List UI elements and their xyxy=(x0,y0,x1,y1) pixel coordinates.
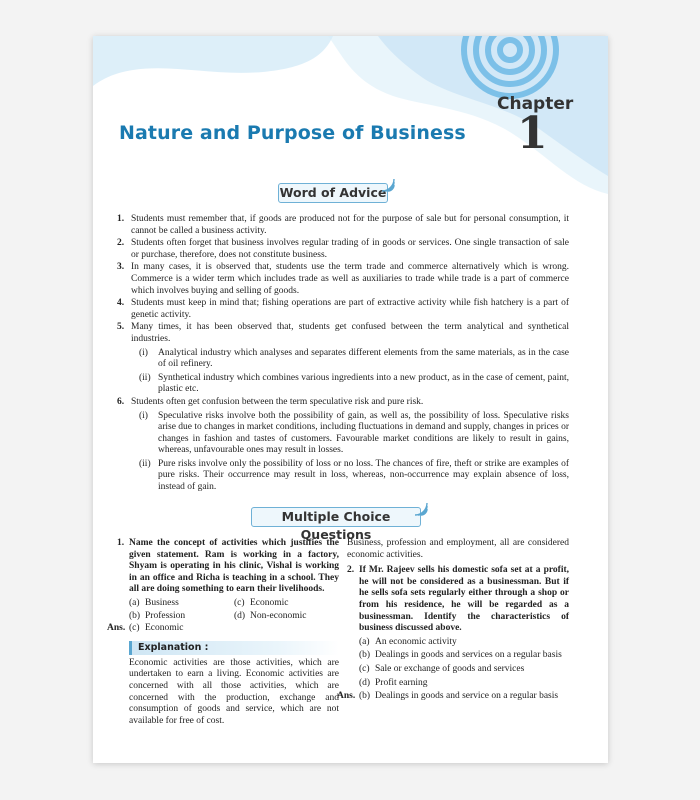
wave-lines-icon xyxy=(412,500,430,518)
list-item: 3. In many cases, it is observed that, students use the term trade and commerce alternatively which is wrong. Commerce is a wider term which includes trade as well as auxiliaries to trade while trade is a part of commerce which involves buying and selling of goods. xyxy=(117,262,569,296)
sub-item: (i) Analytical industry which analyses and separates different elements from the same materials, as in the case of oil refinery. xyxy=(139,347,569,370)
option: (c) Economic xyxy=(234,597,289,608)
advice-list xyxy=(117,214,569,495)
option: (c) Sale or exchange of goods and services xyxy=(359,663,525,674)
chapter-number: 1 xyxy=(517,108,548,159)
option: (a) An economic activity xyxy=(359,636,457,647)
page-title: Nature and Purpose of Business xyxy=(119,122,466,144)
question-2-options xyxy=(347,637,569,689)
answer-2: Ans. (b) Dealings in goods and service on a regular basis xyxy=(337,691,559,702)
option: (b) Dealings in goods and services on a regular basis xyxy=(359,650,562,661)
word-of-advice-heading xyxy=(278,183,388,203)
wave-lines-icon xyxy=(379,176,397,194)
list-item: 6. Students often get confusion between the term speculative risk and pure risk. (i) Speculative risks involve both the possibility of gain, as well as, the possibility of loss. Speculative risks arise due to changes in market conditions, including fluctuations in demand and supply, changes in prices or changes in fashion and tastes of customers. Favourable market conditions are likely to result in gains, whereas, unfavourable ones may result in losses. (ii) Pure risks involve only the possibility of loss or no loss. The chances of fire, theft or strike are examples of pure risks. Their occurrence may result in loss, whereas, non-occurrence may explain absence of loss, instead of gain. xyxy=(117,396,569,493)
answer-1: Ans. (c) Economic xyxy=(107,623,184,634)
list-item: 1. Students must remember that, if goods are produced not for the purpose of sale but for personal consumption, it cannot be called a business activity. xyxy=(117,214,569,236)
sub-item: (ii) Pure risks involve only the possibility of loss or no loss. The chances of fire, theft or strike are examples of pure risks. Their occurrence may result in loss, whereas, non-occurrence may explain absence of loss, instead of gain. xyxy=(139,458,569,493)
explanation-text: Economic activities are those activities, which are undertaken to earn a living. Economic activities are concerned with all those activities, which are concerned with the production, exchange and consumption of goods and service, which are not available for free of cost. xyxy=(129,657,339,726)
option: (d) Profit earning xyxy=(359,677,428,688)
list-item: 2. Students often forget that business involves regular trading of in goods or services. One single transaction of sale or purchase, therefore, does not constitute business. xyxy=(117,238,569,260)
explanation-continued: Business, profession and employment, all are considered economic activities. xyxy=(347,538,569,560)
word-of-advice-label: Word of Advice xyxy=(279,185,387,200)
option: (b) Profession xyxy=(129,610,186,621)
list-item: 4. Students must keep in mind that; fishing operations are part of extractive activity while fish hatchery is a part of genetic activity. xyxy=(117,298,569,320)
question-2: 2. If Mr. Rajeev sells his domestic sofa set at a profit, he will not be considered as a businessman. But if he sells sofa sets regularly either through a shop or from his residence, he will be regarded as a businessman. Identify the characteristics of business discussed above. xyxy=(347,565,569,634)
textbook-page xyxy=(93,36,608,763)
question-1: 1. Name the concept of activities which justifies the given statement. Ram is working in a factory, Shyam is operating in his clinic, Vishal is working in an office and Richa is teaching in a school. They all are doing something to earn their livelihoods. xyxy=(117,538,339,595)
sub-item: (i) Speculative risks involve both the possibility of gain, as well as, the possibility of loss. Speculative risks arise due to changes in market conditions, including fluctuations in demand and supply, changes in prices or changes in fashion and tastes of customers. Favourable market conditions are likely to result in gains, whereas, unfavourable ones may result in losses. xyxy=(139,410,569,456)
sub-item: (ii) Synthetical industry which combines various ingredients into a new product, as in the case of cement, paint, plastic etc. xyxy=(139,372,569,395)
option: (a) Business xyxy=(129,597,179,608)
chapter-label: Chapter xyxy=(497,94,574,114)
mcq-column-left xyxy=(107,538,339,727)
explanation-heading: Explanation : xyxy=(129,641,339,655)
question-1-options xyxy=(117,598,339,622)
mcq-column-right xyxy=(337,538,569,703)
mcq-heading xyxy=(251,507,421,542)
option: (d) Non-economic xyxy=(234,610,307,621)
mcq-label: Multiple Choice Questions xyxy=(281,509,391,542)
list-item: 5. Many times, it has been observed that, students get confused between the term analytical and synthetical industries. (i) Analytical industry which analyses and separates different elements from the same materials, as in the case of oil refinery. (ii) Synthetical industry which combines various ingredients into a new product, as in the case of cement, paint, plastic etc. xyxy=(117,322,569,395)
